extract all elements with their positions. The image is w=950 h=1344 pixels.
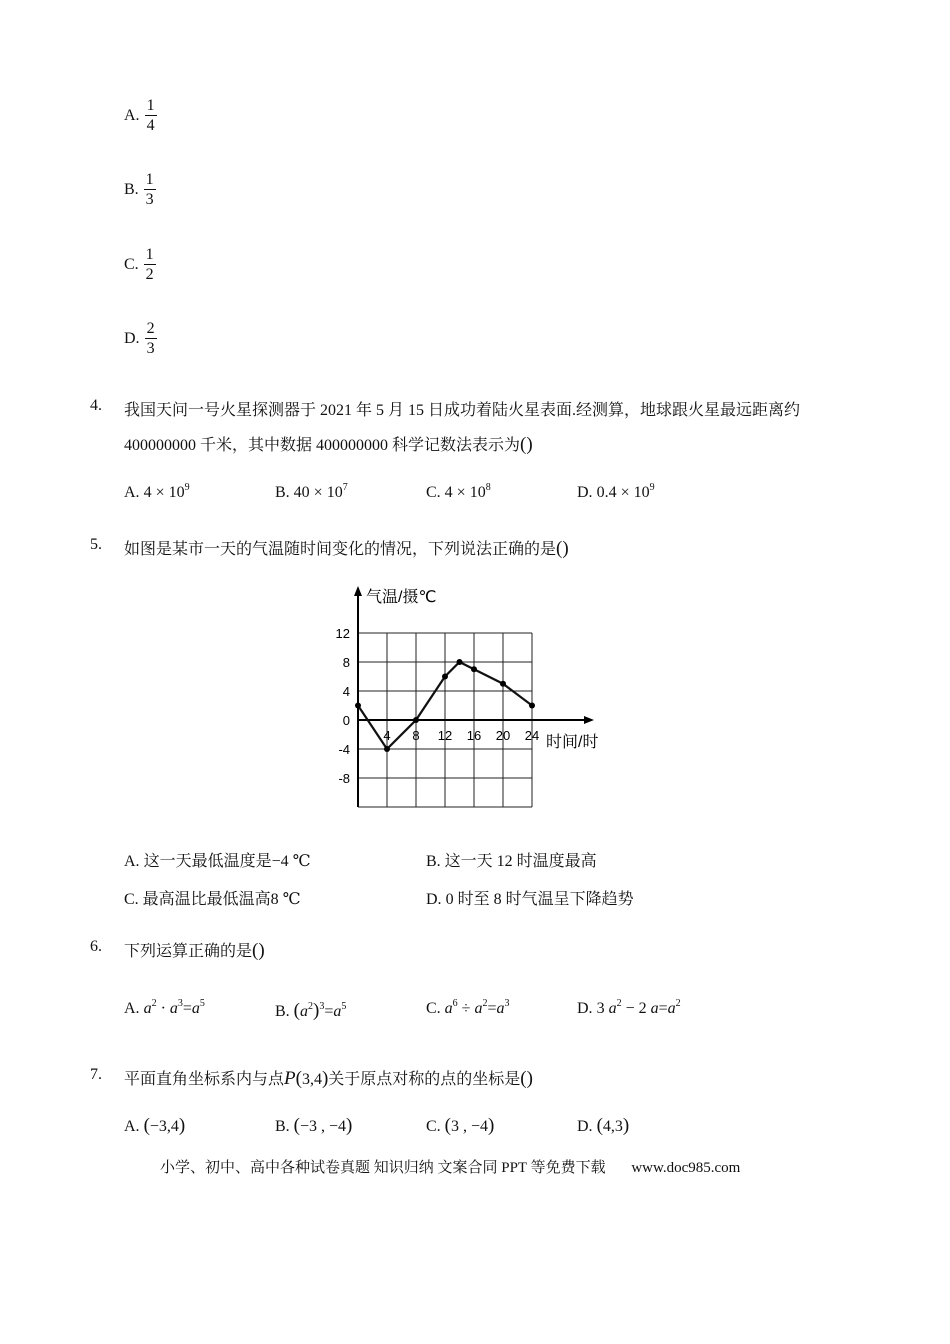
- x-axis-arrow: [584, 716, 594, 724]
- x-axis-label: 时间/时: [546, 734, 599, 751]
- y-tick-label: -4: [338, 742, 350, 757]
- question-number: 5.: [90, 536, 102, 553]
- question-text: 平面直角坐标系内与点P(3,4)关于原点对称的点的坐标是(): [124, 1068, 533, 1089]
- q7-option-a: A. (−3,4): [124, 1115, 186, 1136]
- question-number: 4.: [90, 397, 102, 414]
- y-tick-label: 0: [342, 713, 350, 728]
- x-tick-label: 4: [383, 728, 391, 743]
- q4-option-b: B. $40 \times 10^7$: [275, 482, 348, 501]
- q5-option-b: B. 这一天 12 时温度最高: [426, 853, 597, 870]
- option-label: C.: [124, 255, 139, 273]
- question-text: 我国天问一号火星探测器于 2021 年 5 月 15 日成功着陆火星表面.经测算，地球跟火星最远距离约: [124, 402, 801, 419]
- question-text: 如图是某市一天的气温随时间变化的情况，下列说法正确的是(): [124, 538, 569, 559]
- footer: [160, 1156, 740, 1177]
- q6-option-c: C. $a^6 \div a^2=a^3$: [426, 998, 510, 1017]
- question-text: 400000000 千米，其中数据 400000000 科学记数法表示为(): [124, 434, 533, 455]
- y-tick-label: 4: [342, 684, 350, 699]
- q5-option-a: A. 这一天最低温度是−4 ℃: [124, 853, 311, 870]
- footer-text: 小学、初中、高中各种试卷真题 知识归纳 文案合同 PPT 等免费下载: [160, 1160, 606, 1176]
- q3-option-b: [124, 170, 156, 209]
- q7-option-d: D. (4,3): [577, 1115, 630, 1136]
- temperature-chart: [325, 580, 625, 820]
- option-label: A.: [124, 106, 140, 124]
- q4-option-a: A. $4 \times 10^9$: [124, 482, 190, 501]
- data-point: [471, 666, 477, 672]
- q4-option-c: C. $4 \times 10^8$: [426, 482, 491, 501]
- y-axis-arrow: [354, 586, 362, 596]
- q3-option-d: [124, 319, 157, 358]
- option-label: B.: [124, 180, 139, 198]
- y-tick-label: 12: [335, 626, 350, 641]
- data-point: [384, 746, 390, 752]
- x-tick-label: 12: [437, 728, 453, 743]
- data-point: [500, 681, 506, 687]
- y-tick-label: 8: [342, 655, 350, 670]
- q7-option-c: C. (3 , −4): [426, 1115, 495, 1136]
- q4-option-d: D. $0.4 \times 10^9$: [577, 482, 655, 501]
- x-tick-label: 24: [524, 728, 540, 743]
- q5-option-c: C. 最高温比最低温高8 ℃: [124, 891, 301, 908]
- data-point: [355, 703, 361, 709]
- question-text: 下列运算正确的是(): [124, 940, 265, 961]
- x-tick-label: 16: [466, 728, 482, 743]
- fraction: $\frac{1}{2}$: [145, 246, 154, 283]
- q6-option-d: D. 3 $a^2 - 2$ $a=a^2$: [577, 998, 681, 1017]
- q3-option-a: [124, 96, 157, 135]
- q7-option-b: B. (−3 , −4): [275, 1115, 353, 1136]
- q3-option-c: [124, 245, 156, 284]
- q6-option-a: A. $a^2 \cdot a^3=a^5$: [124, 998, 205, 1017]
- x-tick-label: 8: [412, 728, 420, 743]
- y-tick-label: -8: [338, 771, 350, 786]
- question-number: 6.: [90, 938, 102, 955]
- x-tick-label: 20: [495, 728, 511, 743]
- q6-option-b: B. $(a^2)^3=a^5$: [275, 1000, 347, 1021]
- data-point: [442, 674, 448, 680]
- footer-url[interactable]: www.doc985.com: [631, 1160, 741, 1176]
- fraction: $\frac{1}{4}$: [146, 97, 155, 134]
- y-axis-label: 气温/摄℃: [366, 589, 437, 606]
- fraction: $\frac{2}{3}$: [146, 320, 155, 357]
- q5-option-d: D. 0 时至 8 时气温呈下降趋势: [426, 891, 634, 908]
- data-point: [529, 703, 535, 709]
- fraction: $\frac{1}{3}$: [145, 171, 154, 208]
- question-number: 7.: [90, 1066, 102, 1083]
- data-point: [457, 659, 463, 665]
- option-label: D.: [124, 329, 140, 347]
- data-point: [413, 717, 419, 723]
